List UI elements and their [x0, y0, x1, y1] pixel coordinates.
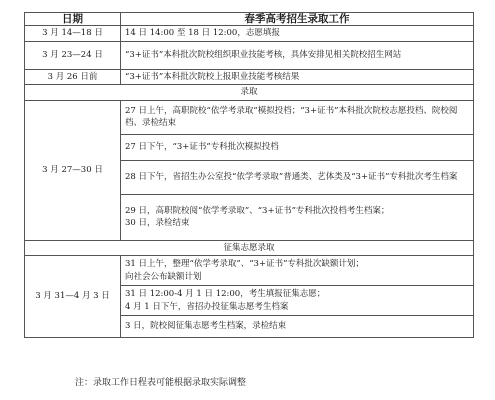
header-date: 日期	[25, 13, 121, 26]
supplementary-item: 4 月 1 日下午，省招办投征集志愿考生档案	[125, 301, 289, 312]
admission-item: 30 日，录检结束	[125, 218, 190, 228]
admission-item: 29 日，高职院校阅“依学考录取”、“3+证书”专科批次投档考生档案；	[125, 205, 390, 216]
admission-item: 27 日上午，高职院校“依学考录取”模拟投档；“3+证书”本科批次院校志愿投档、院校阅档、录检结束	[121, 100, 474, 134]
supplementary-item: 向社会公布缺额计划	[125, 271, 202, 282]
header-work: 春季高考招生录取工作	[121, 13, 474, 26]
supplementary-item: 31 日 12:00-4 月 1 日 12:00，考生填报征集志愿；	[125, 289, 326, 299]
supplementary-date: 3 月 31—4 月 3 日	[25, 256, 121, 338]
row-text: “3+证书”本科批次院校组织职业技能考核，具体安排见相关院校招生网站	[121, 41, 474, 69]
table-row	[25, 69, 474, 85]
admission-date: 3 月 27—30 日	[25, 100, 121, 240]
section-label-supplementary: 征集志愿录取	[25, 240, 474, 256]
supplementary-item-group	[121, 286, 474, 316]
row-date: 3 月 23—24 日	[25, 41, 121, 69]
table-row	[25, 100, 474, 134]
table-header-row	[25, 13, 474, 26]
section-header-admission	[25, 85, 474, 101]
table-row	[25, 256, 474, 286]
row-date: 3 月 14—18 日	[25, 26, 121, 42]
admission-item: 27 日下午，“3+证书”专科批次模拟投档	[121, 134, 474, 160]
section-header-supplementary	[25, 240, 474, 256]
schedule-table	[24, 12, 474, 338]
supplementary-item: 31 日上午，整理“依学考录取”、“3+证书”专科批次缺额计划；	[125, 259, 364, 269]
section-label-admission: 录取	[25, 85, 474, 101]
footnote: 注：录取工作日程表可能根据录取实际调整	[75, 378, 247, 388]
admission-item-group	[121, 194, 474, 240]
supplementary-item-group	[121, 256, 474, 286]
row-text: “3+证书”本科批次院校上报职业技能考核结果	[121, 69, 474, 85]
supplementary-item: 3 日，院校阅征集志愿考生档案，录检结束	[121, 316, 474, 338]
table-row	[25, 41, 474, 69]
row-text: 14 日 14:00 至 18 日 12:00，志愿填报	[121, 26, 474, 42]
table-row	[25, 26, 474, 42]
row-date: 3 月 26 日前	[25, 69, 121, 85]
admission-item: 28 日下午，省招生办公室投“依学考录取”普通类、艺体类及“3+证书”专科批次考生档案	[121, 160, 474, 194]
